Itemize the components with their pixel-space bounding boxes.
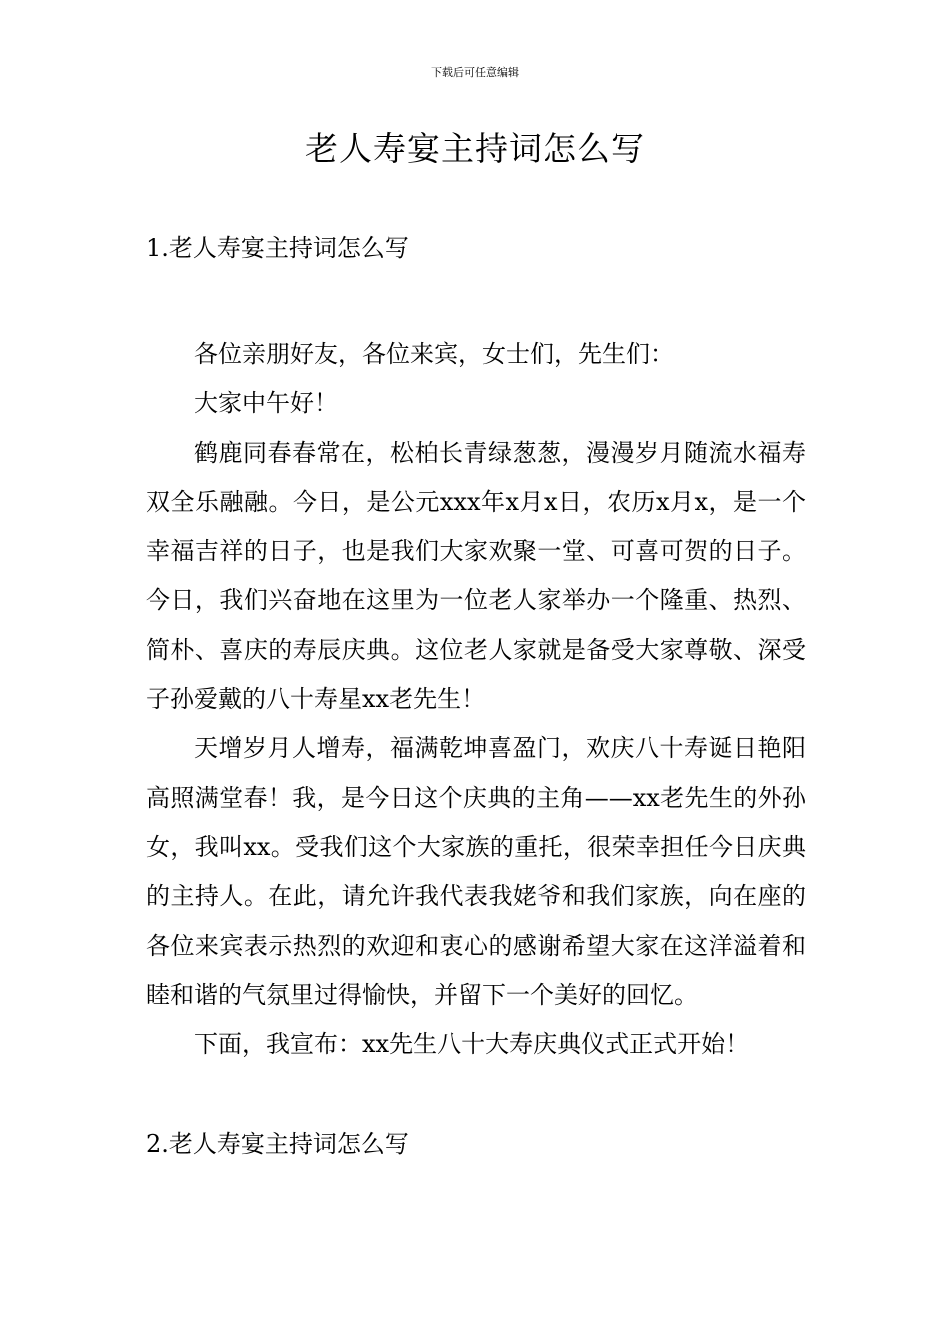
section-1-body [146, 330, 806, 1069]
section-heading-2: 2.老人寿宴主持词怎么写 [146, 1130, 409, 1158]
paragraph-announcement: 下面，我宣布：xx先生八十大寿庆典仪式正式开始！ [194, 1030, 750, 1059]
paragraph-host-intro: 天增岁月人增寿，福满乾坤喜盈门，欢庆八十寿诞日艳阳高照满堂春！我，是今日这个庆典的主角——xx老先生的外孙女，我叫xx。受我们这个大家族的重托，很荣幸担任今日庆典的主持人。在此，请允许我代表我姥爷和我们家族，向在座的各位来宾表示热烈的欢迎和衷心的感谢希望大家在这洋溢着和睦和谐的气氛里过得愉快，并留下一个美好的回忆。 [146, 734, 806, 1009]
document-title: 老人寿宴主持词怎么写 [305, 129, 645, 168]
section-heading-1: 1.老人寿宴主持词怎么写 [146, 234, 409, 262]
paragraph-greeting: 各位亲朋好友，各位来宾，女士们，先生们： [194, 340, 674, 368]
header-note: 下载后可任意编辑 [431, 66, 519, 79]
paragraph-noon-greeting: 大家中午好！ [194, 389, 338, 418]
paragraph-opening: 鹤鹿同春春常在，松柏长青绿葱葱，漫漫岁月随流水福寿双全乐融融。今日，是公元xxx年x月x日，农历x月x，是一个幸福吉祥的日子，也是我们大家欢聚一堂、可喜可贺的日子。今日，我们兴奋地在这里为一位老人家举办一个隆重、热烈、简朴、喜庆的寿辰庆典。这位老人家就是备受大家尊敬、深受子孙爱戴的八十寿星xx老先生！ [146, 438, 806, 714]
